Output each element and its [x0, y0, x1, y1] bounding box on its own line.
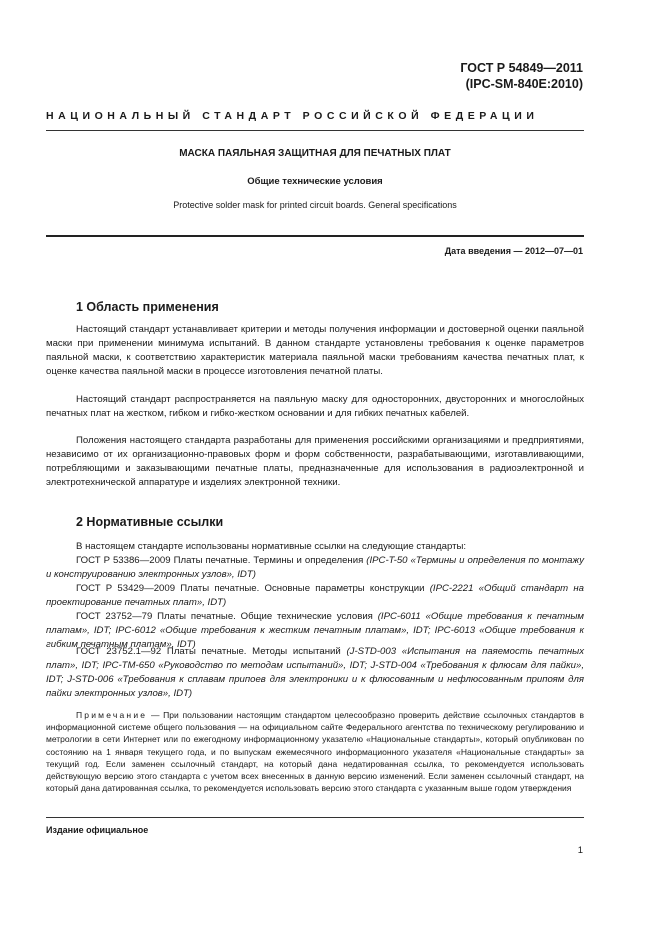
reference-equivalent: (IPC-6011 «Общие требования к печатным платам», IDT; IPC-6012 «Общие требования к жестким печатным платам», IDT; IPC-6013 «Общие требования к гибким печатным платам», IDT) [46, 611, 584, 650]
note-paragraph [46, 709, 584, 794]
section-1-paragraph: Настоящий стандарт распространяется на паяльную маску для односторонних, двусторонних и многослойных печатных плат на жестком, гибком и гибко-жестком основании и для гибких печатных кабелей. [46, 394, 584, 419]
page-number: 1 [577, 845, 583, 856]
normative-reference [46, 582, 584, 610]
section-1-paragraph: Положения настоящего стандарта разработаны для применения российскими организациями и предприятиями, независимо от их организационно-правовых форм и форм собственности, разрабатывающими, изготавливающими, потребляющими и заказывающими печатные платы, предназначенные для использования в радиоэлектронной и электротехнической аппаратуре и изделиях электронной техники. [46, 435, 584, 488]
reference-text: ГОСТ 23752—79 Платы печатные. Общие технические условия [76, 611, 378, 622]
normative-reference [46, 554, 584, 582]
reference-equivalent: (IPC-T-50 «Термины и определения по монтажу и конструированию электронных узлов», IDT) [46, 555, 584, 580]
standard-equivalent: (IPC-SM-840E:2010) [465, 77, 583, 91]
reference-equivalent: (J-STD-003 «Испытания на паяемость печатных плат», IDT; IPC-TM-650 «Руководство по методам испытаний», IDT; J-STD-004 «Требования к флюсам для пайки», IDT; J-STD-006 «Требования к сплавам припоев для электроники и к флюсованным и нефлюсованным припоям для пайки электронных узлов», IDT) [46, 646, 584, 699]
document-title-english: Protective solder mask for printed circuit boards. General specifications [173, 200, 457, 210]
section-1-heading: 1 Область применения [76, 300, 219, 314]
section-2-heading: 2 Нормативные ссылки [76, 515, 224, 529]
reference-equivalent: (IPC-2221 «Общий стандарт на проектирование печатных плат», IDT) [46, 583, 584, 608]
reference-text: ГОСТ 23752.1—92 Платы печатные. Методы испытаний [76, 646, 347, 657]
introduction-date: Дата введения — 2012—07—01 [444, 246, 583, 256]
document-subtitle: Общие технические условия [247, 176, 383, 187]
note-label: Примечание [76, 710, 148, 720]
edition-label: Издание официальное [46, 825, 149, 835]
normative-reference [46, 645, 584, 701]
standard-number-block [460, 60, 583, 92]
header-divider [46, 130, 584, 131]
national-standard-banner: НАЦИОНАЛЬНЫЙ СТАНДАРТ РОССИЙСКОЙ ФЕДЕРАЦИИ [46, 110, 539, 122]
section-1-paragraph: Настоящий стандарт устанавливает критерии и методы получения информации и достоверной оценки паяльной маски при применении минимума испытаний. В данном стандарте установлены требования к оценке параметров паяльной маски, к соответствию характеристик материала паяльной маски требованиям качества печатных плат, к оценке качества паяльной маски в процессе изготовления печатной платы. [46, 324, 584, 377]
reference-text: ГОСТ Р 53429—2009 Платы печатные. Основные параметры конструкции [76, 583, 430, 594]
standard-number: ГОСТ Р 54849—2011 [460, 61, 583, 75]
section-2-intro: В настоящем стандарте использованы нормативные ссылки на следующие стандарты: [76, 541, 467, 552]
title-divider [46, 235, 584, 237]
footer-divider [46, 817, 584, 818]
reference-text: ГОСТ Р 53386—2009 Платы печатные. Термины и определения [76, 555, 367, 566]
document-title: МАСКА ПАЯЛЬНАЯ ЗАЩИТНАЯ ДЛЯ ПЕЧАТНЫХ ПЛАТ [179, 148, 451, 159]
note-text: — При пользовании настоящим стандартом целесообразно проверить действие ссылочных стандартов в информационной системе общего пользования — на официальном сайте Федерального агентства по техническому регулированию и метрологии в сети Интернет или по ежегодному информационному указателю «Национальные стандарты», который опубликован по состоянию на 1 января текущего года, и по выпускам ежемесячного информационного указателя «Национальные стандарты» за текущий год. Если заменен ссылочный стандарт, на который дана недатированная ссылка, то рекомендуется использовать действующую версию этого стандарта с учетом всех внесенных в данную версию изменений. Если заменен ссылочный стандарт, на который дана датированная ссылка, то рекомендуется использовать версию этого стандарта с указанным выше годом утверждения [46, 710, 584, 794]
